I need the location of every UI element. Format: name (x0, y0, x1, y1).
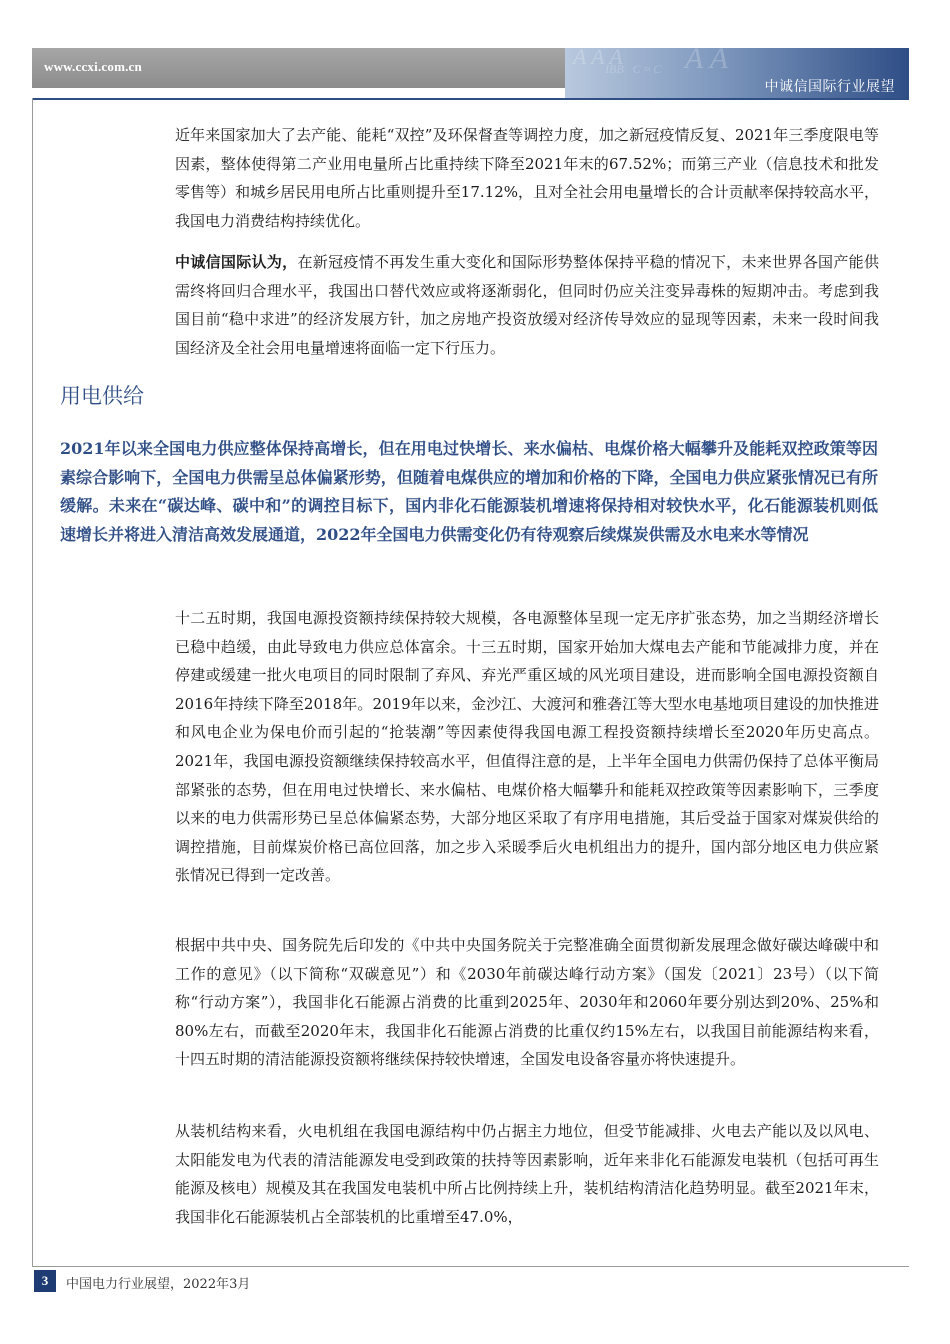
footer-divider (32, 1266, 909, 1267)
page-number: 3 (34, 1270, 56, 1292)
header-url-band (32, 48, 565, 88)
body-paragraph (175, 1117, 879, 1231)
paragraph-text: 近年来国家加大了去产能、能耗“双控”及环保督查等调控力度，加之新冠疫情反复、2021年三季度限电等因素，整体使得第二产业用电量所占比重持续下降至2021年末的67.52%；而第三产业（信息技术和批发零售等）和城乡居民用电所占比重则提升至17.12%，且对全社会用电量增长的合计贡献率保持较高水平，我国电力消费结构持续优化。 (175, 126, 879, 230)
site-url[interactable]: www.ccxi.com.cn (44, 59, 142, 74)
section-title: 用电供给 (60, 384, 144, 408)
body-paragraph (175, 931, 879, 1074)
banner-decoration: A A A (573, 48, 623, 69)
section-summary: 2021年以来全国电力供应整体保持高增长，但在用电过快增长、来水偏枯、电煤价格大幅攀升及能耗双控政策等因素综合影响下，全国电力供需呈总体偏紧形势，但随着电煤供应的增加和价格的下降，全国电力供应紧张情况已有所缓解。未来在“碳达峰、碳中和”的调控目标下，国内非化石能源装机增速将保持相对较快水平，化石能源装机则低速增长并将进入清洁高效发展通道，2022年全国电力供需变化仍有待观察后续煤炭供需及水电来水等情况 (60, 439, 878, 544)
banner-decoration: A A (685, 48, 729, 75)
header-banner (565, 48, 909, 98)
page-header (32, 48, 909, 98)
left-margin-rule (32, 98, 33, 1266)
footer-text: 中国电力行业展望，2022年3月 (66, 1277, 251, 1292)
paragraph-lead: 中诚信国际认为， (175, 253, 298, 271)
paragraph-text: 在新冠疫情不再发生重大变化和国际形势整体保持平稳的情况下，未来世界各国产能供需终将回归合理水平，我国出口替代效应或将逐渐弱化，但同时仍应关注变异毒株的短期冲击。考虑到我国目前“稳中求进”的经济发展方针，加之房地产投资放缓对经济传导效应的显现等因素，未来一段时间我国经济及全社会用电量增速将面临一定下行压力。 (175, 253, 879, 357)
header-title: 中诚信国际行业展望 (764, 79, 895, 95)
header-divider (32, 98, 909, 100)
body-paragraph (175, 121, 879, 235)
body-paragraph (175, 604, 879, 890)
paragraph-text: 根据中共中央、国务院先后印发的《中共中央国务院关于完整准确全面贯彻新发展理念做好碳达峰碳中和工作的意见》（以下简称“双碳意见”）和《2030年前碳达峰行动方案》（国发〔2021〕23号）（以下简称“行动方案”），我国非化石能源占消费的比重到2025年、2030年和2060年要分别达到20%、25%和80%左右，而截至2020年末，我国非化石能源占消费的比重仅约15%左右，以我国目前能源结构来看，十四五时期的清洁能源投资额将继续保持较快增速，全国发电设备容量亦将快速提升。 (175, 936, 879, 1069)
paragraph-text: 十二五时期，我国电源投资额持续保持较大规模，各电源整体呈现一定无序扩张态势，加之当期经济增长已稳中趋缓，由此导致电力供应总体富余。十三五时期，国家开始加大煤电去产能和节能减排力度，并在停建或缓建一批火电项目的同时限制了弃风、弃光严重区域的风光项目建设，进而影响全国电源投资额自2016年持续下降至2018年。2019年以来，金沙江、大渡河和雅砻江等大型水电基地项目建设的加快推进和风电企业为保电价而引起的“抢装潮”等因素使得我国电源工程投资额持续增长至2020年历史高点。2021年，我国电源投资额继续保持较高水平，但值得注意的是，上半年全国电力供需仍保持了总体平衡局部紧张的态势，但在用电过快增长、来水偏枯、电煤价格大幅攀升和能耗双控政策等因素影响下，三季度以来的电力供需形势已呈总体偏紧态势，大部分地区采取了有序用电措施，其后受益于国家对煤炭供给的调控措施，目前煤炭价格已高位回落，加之步入采暖季后火电机组出力的提升，国内部分地区电力供应紧张情况已得到一定改善。 (175, 609, 879, 885)
paragraph-text: 从装机结构来看，火电机组在我国电源结构中仍占据主力地位，但受节能减排、火电去产能以及以风电、太阳能发电为代表的清洁能源发电受到政策的扶持等因素影响，近年来非化石能源发电装机（包括可再生能源及核电）规模及其在我国发电装机中所占比例持续上升，装机结构清洁化趋势明显。截至2021年末，我国非化石能源装机占全部装机的比重增至47.0%， (175, 1122, 879, 1226)
banner-decoration: IBB C ≈ C (605, 62, 662, 76)
body-paragraph (175, 248, 879, 362)
